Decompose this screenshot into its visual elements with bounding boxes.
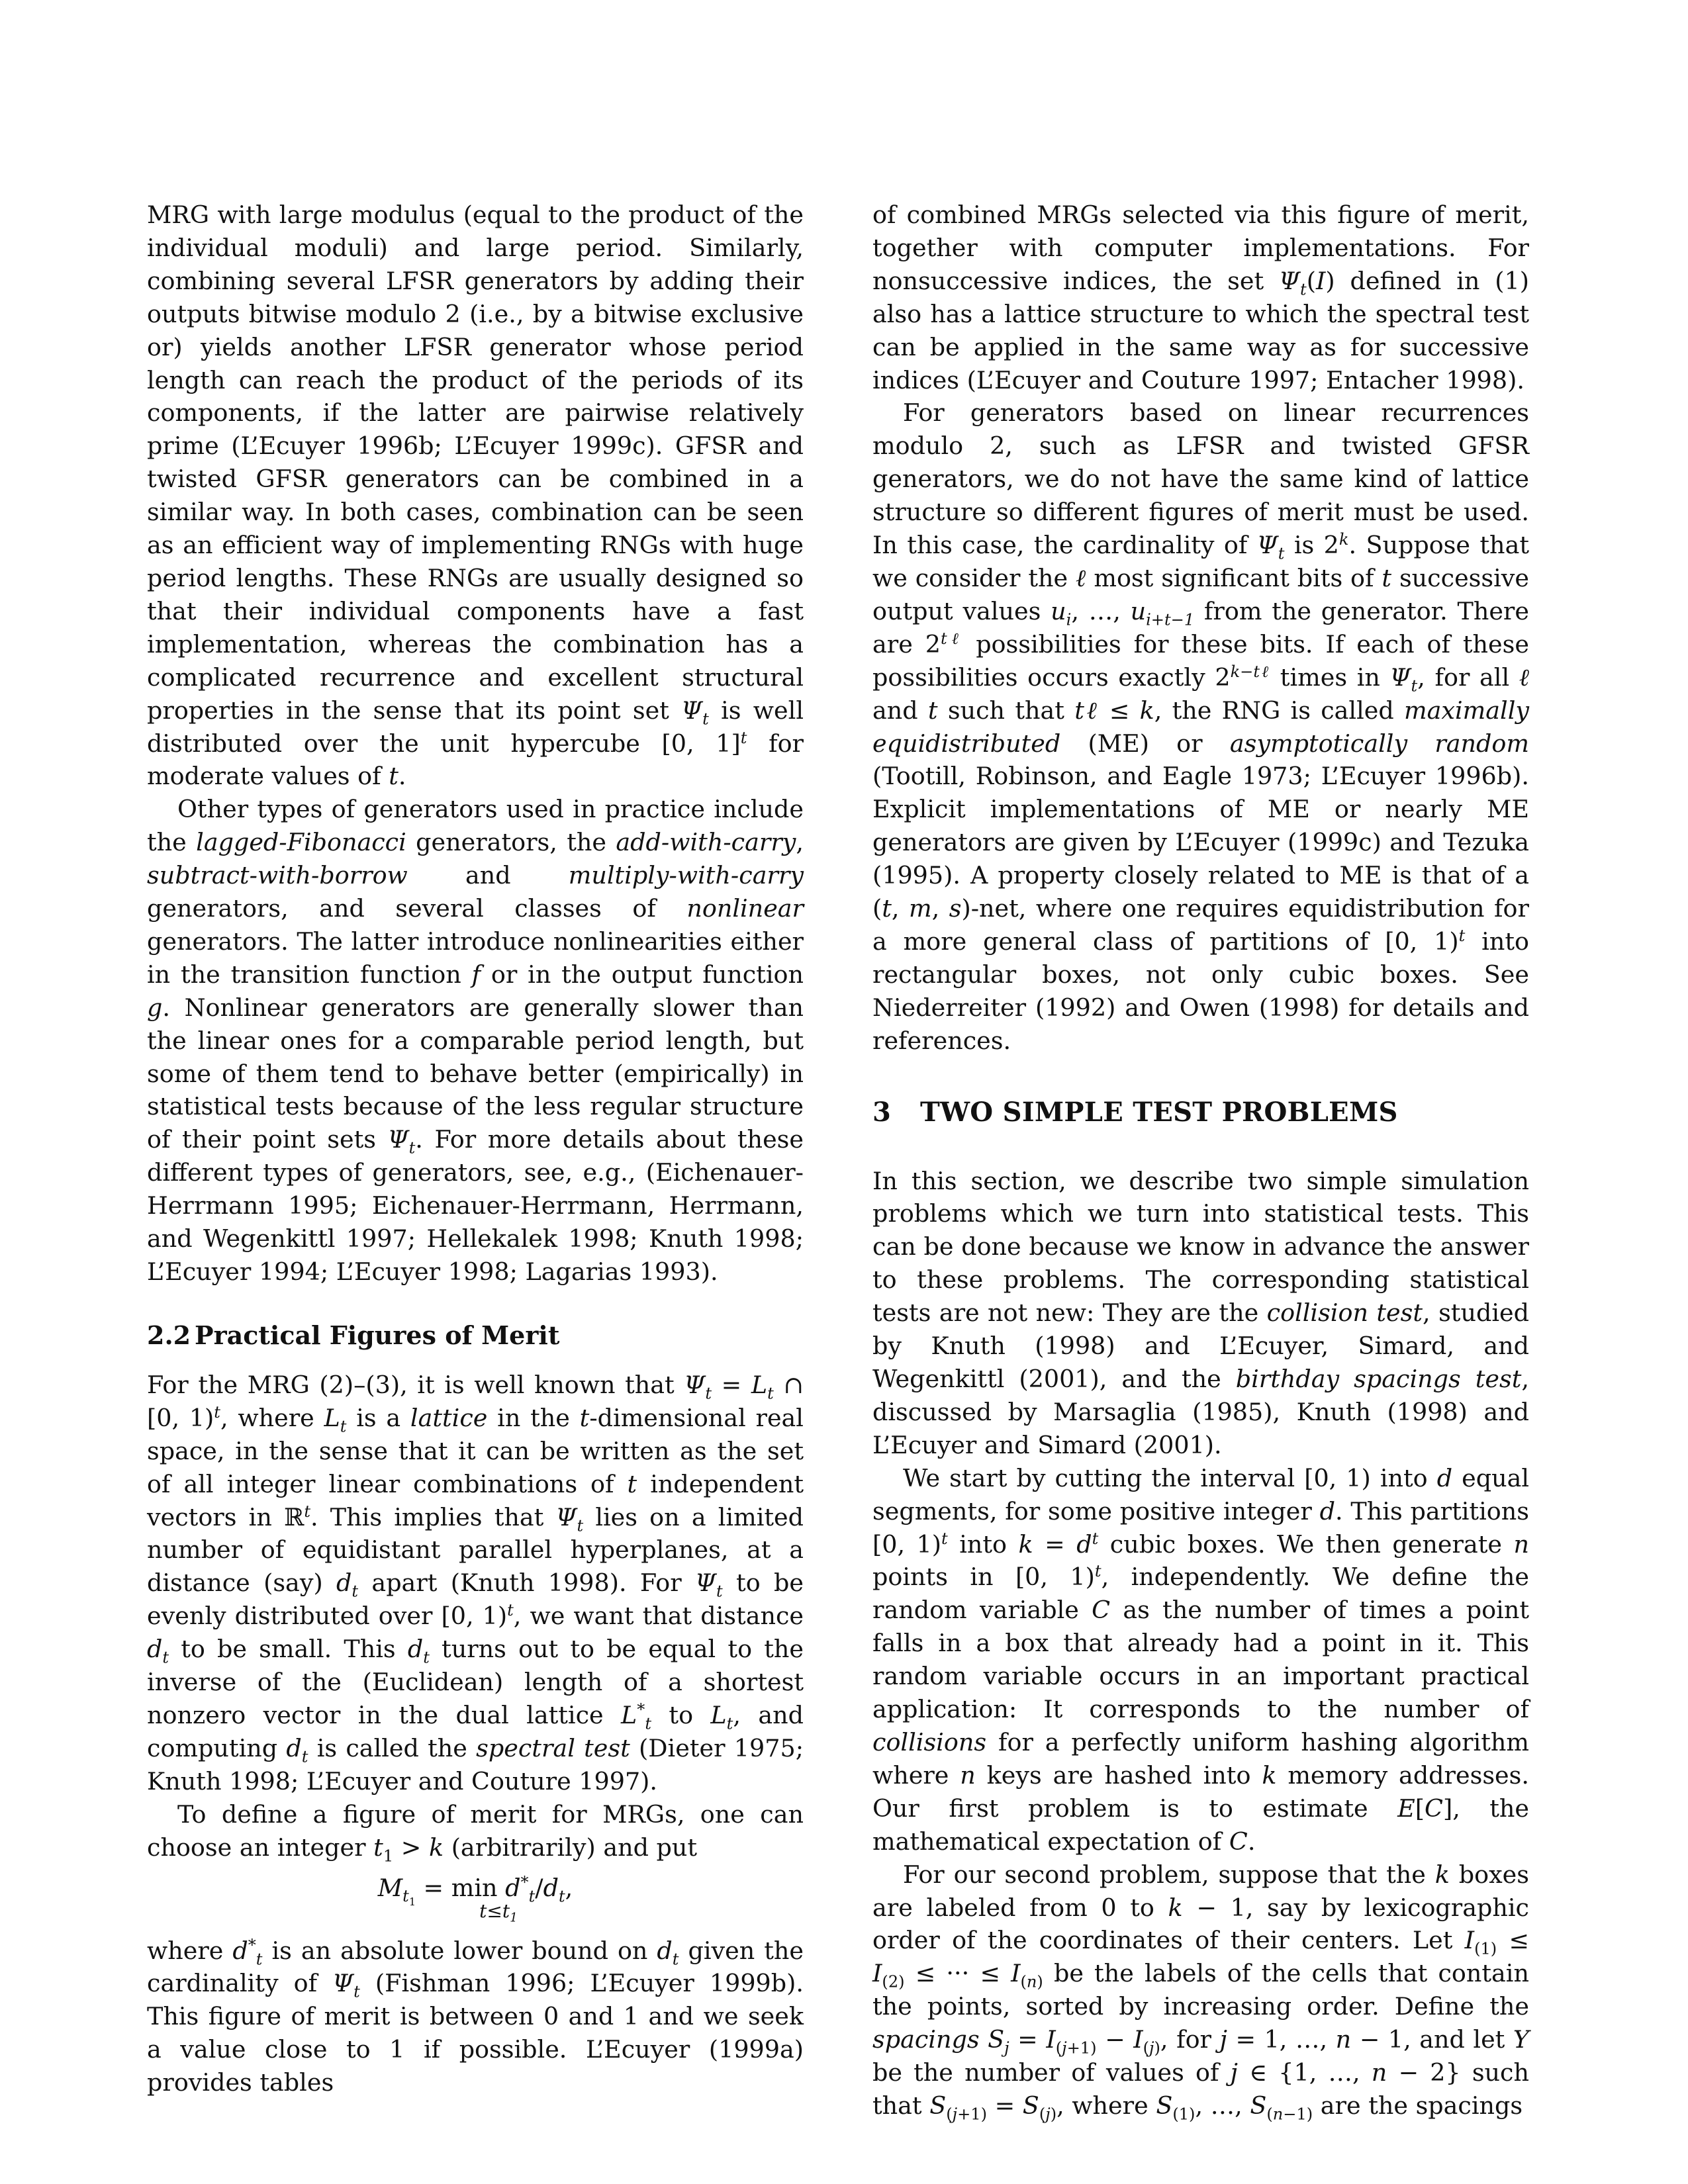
paragraph: To define a figure of merit for MRGs, one can choose an integer $t_1 > k$ (arbitrarily) and put	[147, 1799, 804, 1865]
display-equation: $M_{t_1} = \min d^*_t/d_t$, $t\le t_1$	[377, 1872, 573, 1925]
paragraph: For the MRG (2)–(3), it is well known that $\Psi_t = L_t$ ∩ [0, 1)$^t$, where $L_t$ is a lattice in the t-dimensional real space, in the sense that it can be written as the set of all integer linear combinations of t independent vectors in ℝ$^t$. This implies that $\Psi_t$ lies on a limited number of equidistant parallel hyperplanes, at a distance (say) $d_t$ apart (Knuth 1998). For $\Psi_t$ to be evenly distributed over [0, 1)$^t$, we want that distance $d_t$ to be small. This $d_t$ turns out to be equal to the inverse of the (Euclidean) length of a shortest nonzero vector in the dual lattice $L^*_t$ to $L_t$, and computing $d_t$ is called the spectral test (Dieter 1975; Knuth 1998; L’Ecuyer and Couture 1997).	[147, 1370, 804, 1796]
paragraph: of combined MRGs selected via this figure of merit, together with computer implementations. For nonsuccessive indices, the set $\Psi_t(I)$ defined in (1) also has a lattice structure to which the spectral test can be applied in the same way as for successive indices (L’Ecuyer and Couture 1997; Entacher 1998).	[872, 201, 1529, 394]
right-column	[872, 199, 1529, 2122]
section-heading: 3 TWO SIMPLE TEST PROBLEMS	[872, 1096, 1398, 1128]
paragraph: Other types of generators used in practice include the lagged-Fibonacci generators, the add-with-carry, subtract-with-borrow and multiply-with-carry generators, and several classes of nonlinear generators. The latter introduce nonlinearities either in the transition function f or in the output function g. Nonlinear generators are generally slower than the linear ones for a comparable period length, but some of them tend to behave better (empirically) in statistical tests because of the less regular structure of their point sets $\Psi_t$. For more details about these different types of generators, see, e.g., (Eichenauer-Herrmann 1995; Eichenauer-Herrmann, Herrmann, and Wegenkittl 1997; Hellekalek 1998; Knuth 1998; L’Ecuyer 1994; L’Ecuyer 1998; Lagarias 1993).	[147, 795, 804, 1286]
paragraph: In this section, we describe two simple simulation problems which we turn into statistical tests. This can be done because we know in advance the answer to these problems. The corresponding statistical tests are not new: They are the collision test, studied by Knuth (1998) and L’Ecuyer, Simard, and Wegenkittl (2001), and the birthday spacings test, discussed by Marsaglia (1985), Knuth (1998) and L’Ecuyer and Simard (2001).	[872, 1166, 1529, 1459]
paragraph: For our second problem, suppose that the k boxes are labeled from 0 to k − 1, say by lexicographic order of the coordinates of their centers. Let $I_{(1)} \le I_{(2)}$ ≤ ··· ≤ $I_{(n)}$ be the labels of the cells that contain the points, sorted by increasing order. Define the spacings $S_j = I_{(j+1)} - I_{(j)}$, for j = 1, …, n − 1, and let Y be the number of values of j ∈ {1, …, n − 2} such that $S_{(j+1)} = S_{(j)}$, where $S_{(1)}$, …, $S_{(n-1)}$ are the spacings	[872, 1860, 1530, 2124]
left-column	[147, 199, 804, 2099]
paragraph: For generators based on linear recurrences modulo 2, such as LFSR and twisted GFSR generators, we do not have the same kind of lattice structure so different figures of merit must be used. In this case, the cardinality of $\Psi_t$ is 2$^k$. Suppose that we consider the ℓ most significant bits of t successive output values $u_i$, …, $u_{i+t-1}$ from the generator. There are $2^{t\ell}$ possibilities for these bits. If each of these possibilities occurs exactly $2^{k-t\ell}$ times in $\Psi_t$, for all ℓ and t such that tℓ ≤ k, the RNG is called maximally equidistributed (ME) or asymptotically random (Tootill, Robinson, and Eagle 1973; L’Ecuyer 1996b). Explicit implementations of ME or nearly ME generators are given by L’Ecuyer (1999c) and Tezuka (1995). A property closely related to ME is that of a (t, m, s)-net, where one requires equidistribution for a more general class of partitions of [0, 1)$^t$ into rectangular boxes, not only cubic boxes. See Niederreiter (1992) and Owen (1998) for details and references.	[872, 398, 1530, 1055]
paragraph: MRG with large modulus (equal to the product of the individual moduli) and large period. Similarly, combining several LFSR generators by adding their outputs bitwise modulo 2 (i.e., by a bitwise exclusive or) yields another LFSR generator whose period length can reach the product of the periods of its components, if the latter are pairwise relatively prime (L’Ecuyer 1996b; L’Ecuyer 1999c). GFSR and twisted GFSR generators can be combined in a similar way. In both cases, combination can be seen as an efficient way of implementing RNGs with huge period lengths. These RNGs are usually designed so that their individual components have a fast implementation, whereas the combination has a complicated recurrence and excellent structural properties in the sense that its point set $\Psi_t$ is well distributed over the unit hypercube [0, 1]$^t$ for moderate values of t.	[147, 201, 804, 791]
paragraph: where $d^*_t$ is an absolute lower bound on $d_t$ given the cardinality of $\Psi_t$ (Fishman 1996; L’Ecuyer 1999b). This figure of merit is between 0 and 1 and we seek a value close to 1 if possible. L’Ecuyer (1999a) provides tables	[147, 1935, 804, 2097]
section-heading: 2.2 Practical Figures of Merit	[147, 1320, 560, 1350]
paragraph: We start by cutting the interval [0, 1) into d equal segments, for some positive integer d. This partitions [0, 1)$^t$ into $k = d^t$ cubic boxes. We then generate n points in [0, 1)$^t$, independently. We define the random variable C as the number of times a point falls in a box that already had a point in it. This random variable occurs in an important practical application: It corresponds to the number of collisions for a perfectly uniform hashing algorithm where n keys are hashed into k memory addresses. Our first problem is to estimate E[C], the mathematical expectation of C.	[872, 1463, 1530, 1856]
